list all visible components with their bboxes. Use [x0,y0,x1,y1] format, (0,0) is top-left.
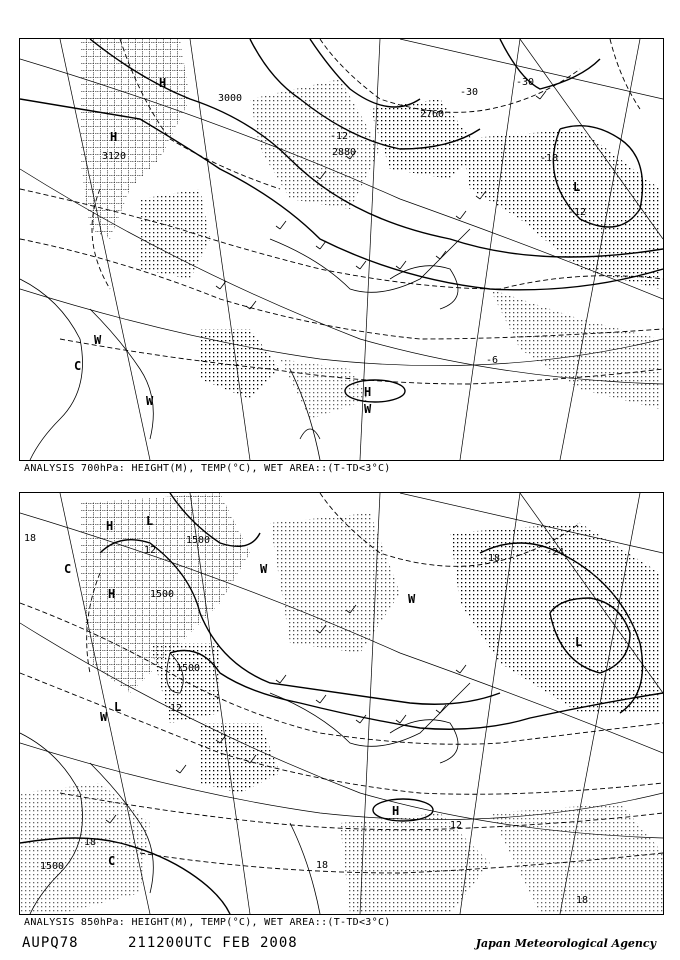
panel-caption-850hpa: ANALYSIS 850hPa: HEIGHT(M), TEMP(°C), WET AREA::(T-TD<3°C) [24,917,391,928]
contour-label: -12 [330,131,349,142]
map-panel-850hpa [19,492,664,915]
contour-label: 2880 [332,147,357,158]
wet-areas [80,39,660,419]
cold-center-marker: C [64,562,72,576]
high-center-marker: H [159,76,167,90]
contour-label: 3000 [218,93,243,104]
high-center-marker: H [392,804,400,818]
contour-label: 1500 [150,589,175,600]
low-center-marker: L [114,700,122,714]
contour-label: 18 [84,837,97,848]
panel-caption-700hpa: ANALYSIS 700hPa: HEIGHT(M), TEMP(°C), WET AREA::(T-TD<3°C) [24,463,391,474]
warm-center-marker: W [364,402,372,416]
chart-code: AUPQ78 [22,935,79,951]
contour-label: -18 [540,153,559,164]
cold-center-marker: C [108,854,116,868]
warm-center-marker: W [94,333,102,347]
warm-center-marker: W [408,592,416,606]
contour-label: 12 [144,545,157,556]
contour-label: -12 [568,207,587,218]
warm-center-marker: W [260,562,268,576]
low-center-marker: L [575,635,583,649]
contour-label: 1500 [186,535,211,546]
warm-center-marker: W [100,710,108,724]
contour-label: -24 [546,547,565,558]
map-panel-700hpa [19,38,664,461]
low-center-marker: L [146,514,154,528]
contour-label: 2760 [420,109,445,120]
high-center-marker: H [110,130,118,144]
low-center-marker: L [573,180,581,194]
contour-label: -18 [482,553,501,564]
contour-label: 1500 [176,663,201,674]
high-center-marker: H [108,587,116,601]
agency-name: Japan Meteorological Agency [475,937,656,950]
cold-center-marker: C [74,359,82,373]
contour-label: 18 [576,895,589,906]
contour-label: 12 [170,703,183,714]
map-850hpa-canvas [20,493,663,914]
map-700hpa-canvas [20,39,663,460]
contour-label: 18 [316,860,329,871]
contour-label: 3120 [102,151,127,162]
contour-label: -30 [460,87,479,98]
contour-label: 12 [450,820,463,831]
contour-label: 18 [24,533,37,544]
contour-label: -30 [516,77,535,88]
valid-time: 211200UTC FEB 2008 [128,935,298,951]
high-center-marker: H [364,385,372,399]
high-center-marker: H [106,519,114,533]
contour-label: -6 [486,355,499,366]
contour-label: 1500 [40,861,65,872]
warm-center-marker: W [146,394,154,408]
